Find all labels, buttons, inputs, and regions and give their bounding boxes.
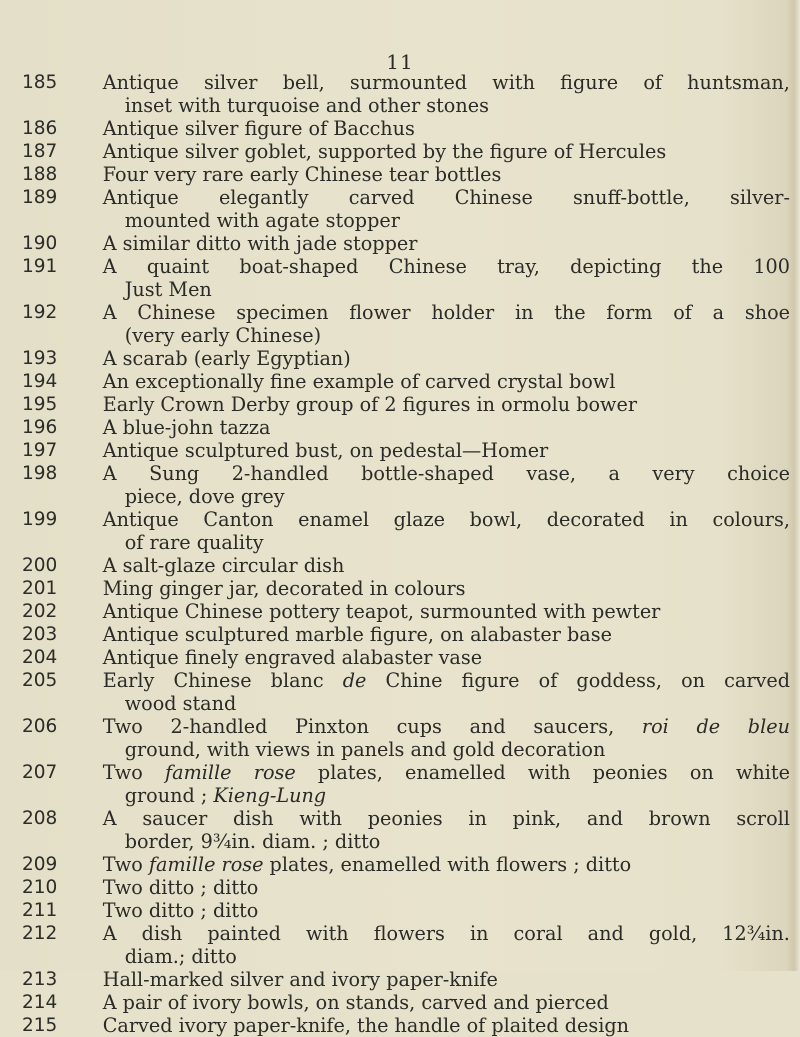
lot-entry (0, 301, 790, 347)
lot-entry (0, 255, 790, 301)
lot-entry (0, 508, 790, 554)
lot-number: 198 (22, 463, 58, 484)
lot-entry (0, 439, 790, 462)
lot-description (103, 669, 790, 715)
lot-entry (0, 163, 790, 186)
lot-description (103, 163, 790, 186)
lot-description (103, 232, 790, 255)
lot-description (103, 899, 790, 922)
description-line: wood stand (124, 692, 237, 715)
lot-entry (0, 669, 790, 715)
description-line: ground ; Kieng-Lung (124, 784, 327, 807)
lot-number: 193 (22, 348, 58, 369)
lot-entry (0, 715, 790, 761)
description-line: Early Crown Derby group of 2 figures in ormolu bower (102, 393, 637, 416)
lot-entry (0, 416, 790, 439)
lot-entry (0, 922, 790, 968)
description-line: of rare quality (124, 531, 264, 554)
lot-number: 185 (22, 72, 58, 93)
lot-description (103, 301, 790, 347)
description-line: Antique Chinese pottery teapot, surmounted with pewter (102, 600, 661, 623)
lot-entry (0, 71, 790, 117)
lot-entry (0, 646, 790, 669)
lot-entry (0, 393, 790, 416)
lot-number: 199 (22, 509, 58, 530)
lot-number: 200 (22, 555, 58, 576)
description-line: Antique silver bell, surmounted with figure of huntsman, (102, 71, 790, 94)
lot-number: 206 (22, 716, 58, 737)
lot-number: 187 (22, 141, 58, 162)
description-line: An exceptionally fine example of carved crystal bowl (102, 370, 616, 393)
description-line: A dish painted with flowers in coral and gold, 12¾in. (102, 922, 790, 945)
lot-description (103, 991, 790, 1014)
lot-number: 211 (22, 900, 58, 921)
description-line: A quaint boat-shaped Chinese tray, depicting the 100 (102, 255, 790, 278)
lot-entry (0, 623, 790, 646)
description-line: ground, with views in panels and gold decoration (124, 738, 606, 761)
lot-description (103, 462, 790, 508)
lot-number: 202 (22, 601, 58, 622)
lot-number: 194 (22, 371, 58, 392)
lot-entry (0, 991, 790, 1014)
description-line: Ming ginger jar, decorated in colours (102, 577, 466, 600)
lot-description (103, 554, 790, 577)
description-line: mounted with agate stopper (124, 209, 400, 232)
description-line: Two 2-handled Pinxton cups and saucers, roi de bleu (102, 715, 790, 738)
lot-description (103, 646, 790, 669)
description-line: inset with turquoise and other stones (124, 94, 489, 117)
lot-description (103, 186, 790, 232)
lot-number: 196 (22, 417, 58, 438)
description-line: A blue-john tazza (102, 416, 271, 439)
lot-number: 214 (22, 992, 58, 1013)
lot-description (103, 140, 790, 163)
description-line: Carved ivory paper-knife, the handle of plaited design (102, 1014, 630, 1037)
lot-entry (0, 761, 790, 807)
lot-entry (0, 554, 790, 577)
lot-entry (0, 232, 790, 255)
lot-entry (0, 117, 790, 140)
description-line: border, 9¾in. diam. ; ditto (124, 830, 381, 853)
description-line: Early Chinese blanc de Chine figure of goddess, on carved (102, 669, 790, 692)
lot-description (103, 968, 790, 991)
lot-description (103, 347, 790, 370)
lot-entry (0, 577, 790, 600)
lot-description (103, 807, 790, 853)
lot-description (103, 439, 790, 462)
lot-number: 201 (22, 578, 58, 599)
description-line: Antique elegantly carved Chinese snuff-bottle, silver- (102, 186, 790, 209)
lot-number: 213 (22, 969, 58, 990)
lot-number: 212 (22, 923, 58, 944)
lot-list (0, 71, 790, 1037)
lot-number: 197 (22, 440, 58, 461)
lot-entry (0, 140, 790, 163)
lot-description (103, 393, 790, 416)
lot-description (103, 255, 790, 301)
lot-number: 190 (22, 233, 58, 254)
lot-description (103, 600, 790, 623)
description-line: A saucer dish with peonies in pink, and brown scroll (102, 807, 790, 830)
lot-number: 215 (22, 1015, 58, 1036)
lot-entry (0, 853, 790, 876)
lot-description (103, 922, 790, 968)
description-line: Antique sculptured marble figure, on alabaster base (102, 623, 612, 646)
description-line: A scarab (early Egyptian) (102, 347, 351, 370)
lot-description (103, 876, 790, 899)
lot-number: 207 (22, 762, 58, 783)
lot-description (103, 117, 790, 140)
description-line: A similar ditto with jade stopper (102, 232, 418, 255)
description-line: A Chinese specimen flower holder in the form of a shoe (102, 301, 790, 324)
lot-description (103, 853, 790, 876)
page-number: 11 (386, 50, 414, 74)
lot-description (103, 1014, 790, 1037)
description-line: diam.; ditto (124, 945, 237, 968)
description-line: Antique sculptured bust, on pedestal—Homer (102, 439, 549, 462)
description-line: Two ditto ; ditto (102, 876, 259, 899)
lot-description (103, 370, 790, 393)
lot-description (103, 761, 790, 807)
lot-entry (0, 347, 790, 370)
lot-number: 209 (22, 854, 58, 875)
lot-description (103, 577, 790, 600)
description-line: A Sung 2-handled bottle-shaped vase, a very choice (102, 462, 790, 485)
lot-description (103, 623, 790, 646)
lot-entry (0, 600, 790, 623)
lot-number: 208 (22, 808, 58, 829)
description-line: A pair of ivory bowls, on stands, carved and pierced (102, 991, 609, 1014)
lot-entry (0, 1014, 790, 1037)
lot-number: 188 (22, 164, 58, 185)
description-line: Antique silver goblet, supported by the figure of Hercules (102, 140, 667, 163)
lot-entry (0, 462, 790, 508)
lot-number: 203 (22, 624, 58, 645)
description-line: Just Men (124, 278, 212, 301)
description-line: A salt-glaze circular dish (102, 554, 345, 577)
lot-number: 189 (22, 187, 58, 208)
description-line: Antique silver figure of Bacchus (102, 117, 415, 140)
lot-description (103, 416, 790, 439)
description-line: Two famille rose plates, enamelled with flowers ; ditto (102, 853, 632, 876)
lot-entry (0, 899, 790, 922)
description-line: Hall-marked silver and ivory paper-knife (102, 968, 498, 991)
lot-number: 186 (22, 118, 58, 139)
lot-description (103, 715, 790, 761)
lot-entry (0, 968, 790, 991)
lot-entry (0, 370, 790, 393)
lot-number: 204 (22, 647, 58, 668)
lot-description (103, 508, 790, 554)
lot-entry (0, 807, 790, 853)
lot-entry (0, 186, 790, 232)
description-line: Four very rare early Chinese tear bottles (102, 163, 502, 186)
lot-number: 192 (22, 302, 58, 323)
lot-number: 210 (22, 877, 58, 898)
lot-number: 205 (22, 670, 58, 691)
lot-entry (0, 876, 790, 899)
description-line: piece, dove grey (124, 485, 285, 508)
description-line: (very early Chinese) (124, 324, 322, 347)
lot-number: 195 (22, 394, 58, 415)
lot-number: 191 (22, 256, 58, 277)
description-line: Antique finely engraved alabaster vase (102, 646, 483, 669)
description-line: Two ditto ; ditto (102, 899, 259, 922)
description-line: Antique Canton enamel glaze bowl, decorated in colours, (102, 508, 790, 531)
lot-description (103, 71, 790, 117)
description-line: Two famille rose plates, enamelled with peonies on white (102, 761, 790, 784)
